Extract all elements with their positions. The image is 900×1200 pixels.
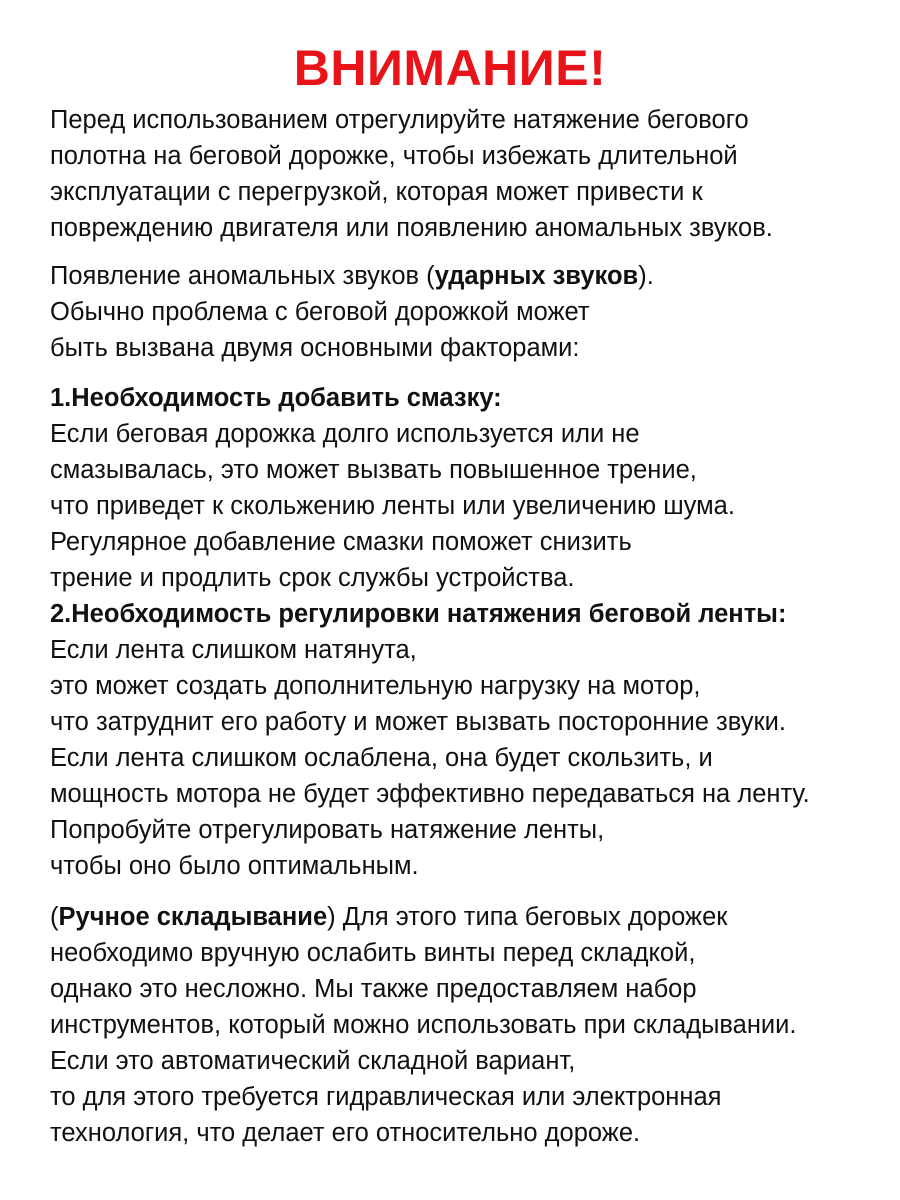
sounds-text: Появление аномальных звуков (	[50, 262, 435, 290]
factor2-line: Если лента слишком ослаблена, она будет скользить, и	[50, 744, 713, 772]
intro-line: повреждению двигателя или появлению аномальных звуков.	[50, 214, 773, 242]
factor1-line: трение и продлить срок службы устройства.	[50, 564, 575, 592]
folding-line: то для этого требуется гидравлическая или электронная	[50, 1083, 722, 1111]
folding-line: технология, что делает его относительно дороже.	[50, 1119, 641, 1147]
sounds-paragraph	[50, 258, 880, 366]
folding-line: инструментов, который можно использовать при складывании.	[50, 1011, 797, 1039]
intro-line: Перед использованием отрегулируйте натяжение бегового	[50, 106, 749, 134]
folding-text: ) Для этого типа беговых дорожек	[327, 903, 728, 931]
sounds-text: ).	[638, 262, 654, 290]
sounds-line: быть вызвана двумя основными факторами:	[50, 334, 580, 362]
factor1-line: Если беговая дорожка долго используется или не	[50, 420, 640, 448]
factor1-line: что приведет к скольжению ленты или увеличению шума.	[50, 492, 735, 520]
folding-bold-term: Ручное складывание	[58, 903, 328, 931]
factor1-line: смазывалась, это может вызвать повышенное трение,	[50, 456, 697, 484]
factor2-line: мощность мотора не будет эффективно передаваться на ленту.	[50, 780, 810, 808]
factor2-line: что затруднит его работу и может вызвать посторонние звуки.	[50, 708, 786, 736]
factor2-line: Попробуйте отрегулировать натяжение ленты,	[50, 816, 605, 844]
folding-paragraph	[50, 899, 880, 1151]
intro-line: полотна на беговой дорожке, чтобы избежать длительной	[50, 142, 738, 170]
factor2-line: это может создать дополнительную нагрузку на мотор,	[50, 672, 701, 700]
folding-line: Если это автоматический складной вариант,	[50, 1047, 576, 1075]
intro-paragraph	[50, 102, 880, 246]
factor2-line: Если лента слишком натянута,	[50, 636, 417, 664]
sounds-line	[50, 258, 880, 294]
warning-title: ВНИМАНИЕ!	[293, 40, 607, 96]
factor1-line: Регулярное добавление смазки поможет снизить	[50, 528, 632, 556]
folding-line	[50, 899, 880, 935]
sounds-line: Обычно проблема с беговой дорожкой может	[50, 298, 590, 326]
folding-line: необходимо вручную ослабить винты перед складкой,	[50, 939, 696, 967]
factor2-line: чтобы оно было оптимальным.	[50, 852, 419, 880]
intro-line: эксплуатации с перегрузкой, которая может привести к	[50, 178, 703, 206]
factors-section	[50, 380, 880, 884]
factor1-heading: 1.Необходимость добавить смазку:	[50, 384, 502, 412]
folding-text: (	[50, 903, 59, 931]
folding-line: однако это несложно. Мы также предоставляем набор	[50, 975, 697, 1003]
sounds-bold-term: ударных звуков	[434, 262, 639, 290]
factor2-heading: 2.Необходимость регулировки натяжения беговой ленты:	[50, 600, 787, 628]
